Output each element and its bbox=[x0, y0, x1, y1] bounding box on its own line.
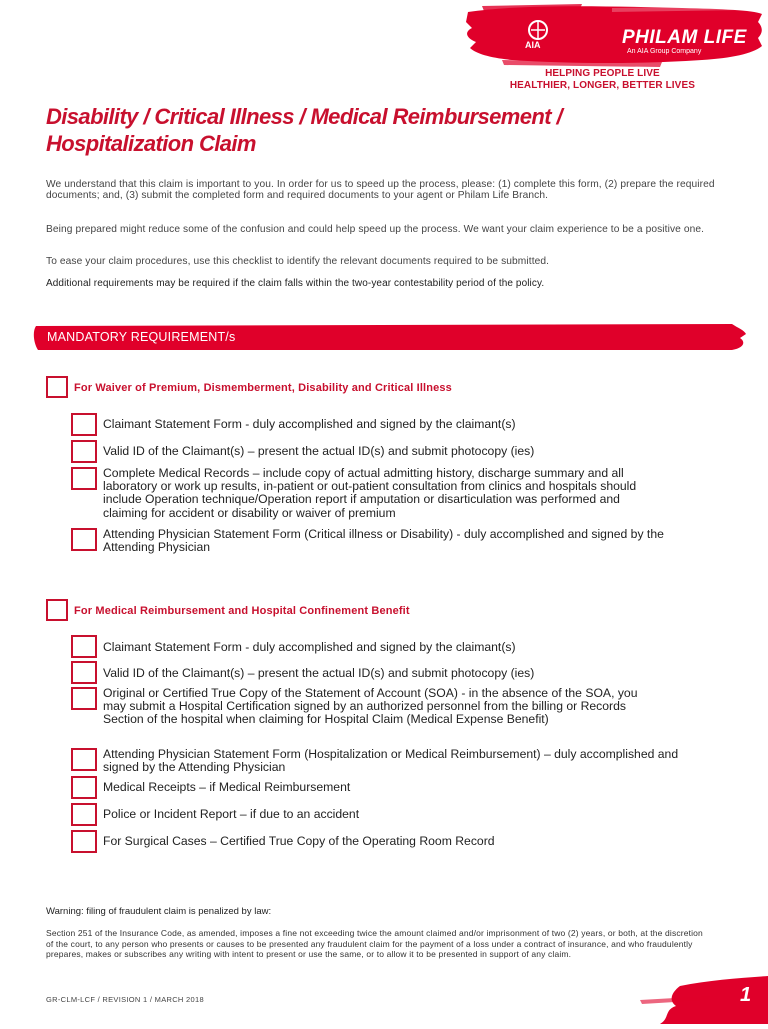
page-title bbox=[46, 103, 726, 157]
title-line-1: Disability / Critical Illness / Medical Reimbursement / bbox=[46, 104, 562, 129]
checklist-item-text: Claimant Statement Form - duly accomplished and signed by the claimant(s) bbox=[103, 640, 516, 654]
title-line-2: Hospitalization Claim bbox=[46, 131, 256, 156]
tagline-line-2: HEALTHIER, LONGER, BETTER LIVES bbox=[509, 80, 695, 91]
banner-label: MANDATORY REQUIREMENT/s bbox=[47, 330, 236, 344]
checklist-item-text: Valid ID of the Claimant(s) – present the actual ID(s) and submit photocopy (ies) bbox=[103, 444, 535, 458]
brand-sub: An AIA Group Company bbox=[627, 48, 702, 55]
section-banner bbox=[32, 322, 748, 352]
aia-text: AIA bbox=[525, 40, 541, 50]
brand-name: PHILAM LIFE bbox=[622, 27, 747, 48]
group-medical-checkbox[interactable] bbox=[46, 599, 68, 621]
checklist-item-text: Police or Incident Report – if due to an accident bbox=[103, 807, 360, 821]
checklist-checkbox[interactable] bbox=[71, 687, 97, 710]
aia-emblem-icon bbox=[519, 18, 557, 52]
checklist-item-text: For Surgical Cases – Certified True Copy of the Operating Room Record bbox=[103, 834, 495, 848]
checklist-item-text: Complete Medical Records – include copy of actual admitting history, discharge summary and all laboratory or work up results, in-patient or out-patient consultation from clinics and hospitals should include Operation technique/Operation report if amputation or disarticulation was performed and claiming for accident or disability or waiver of premium bbox=[103, 466, 637, 520]
group-waiver-label: For Waiver of Premium, Dismemberment, Disability and Critical Illness bbox=[74, 382, 452, 394]
brand-tagline bbox=[510, 68, 695, 92]
form-code: GR-CLM-LCF / REVISION 1 / MARCH 2018 bbox=[46, 995, 204, 1004]
checklist-item-text: Attending Physician Statement Form (Critical illness or Disability) - duly accomplished and signed by the Attending Physician bbox=[103, 527, 664, 555]
intro-paragraph-1: We understand that this claim is important to you. In order for us to speed up the process, please: (1) complete this form, (2) prepare the required documents; and, (3) submit the completed form and required documents to your agent or Philam Life Branch. bbox=[46, 179, 715, 201]
tagline-line-1: HELPING PEOPLE LIVE bbox=[545, 68, 660, 79]
page-number: 1 bbox=[740, 984, 752, 1006]
brand-logo bbox=[462, 0, 768, 70]
checklist-checkbox[interactable] bbox=[71, 776, 97, 799]
checklist-item-text: Medical Receipts – if Medical Reimbursement bbox=[103, 780, 351, 794]
page-number-badge bbox=[620, 960, 768, 1024]
intro-paragraph-4: Additional requirements may be required if the claim falls within the two-year contestability period of the policy. bbox=[46, 278, 545, 289]
checklist-checkbox[interactable] bbox=[71, 413, 97, 436]
warning-title: Warning: filing of fraudulent claim is penalized by law: bbox=[46, 906, 272, 917]
checklist-checkbox[interactable] bbox=[71, 440, 97, 463]
checklist-checkbox[interactable] bbox=[71, 661, 97, 684]
intro-paragraph-3: To ease your claim procedures, use this checklist to identify the relevant documents required to be submitted. bbox=[46, 256, 550, 267]
checklist-checkbox[interactable] bbox=[71, 528, 97, 551]
checklist-checkbox[interactable] bbox=[71, 635, 97, 658]
group-medical-label: For Medical Reimbursement and Hospital Confinement Benefit bbox=[74, 605, 410, 617]
checklist-item-text: Original or Certified True Copy of the Statement of Account (SOA) - in the absence of the SOA, you may submit a Hospital Certification signed by an authorized personnel from the billing or Records Section of the hospital when claiming for Hospital Claim (Medical Expense Benefit) bbox=[103, 686, 638, 727]
checklist-item-text: Valid ID of the Claimant(s) – present the actual ID(s) and submit photocopy (ies) bbox=[103, 666, 535, 680]
checklist-checkbox[interactable] bbox=[71, 830, 97, 853]
checklist-checkbox[interactable] bbox=[71, 467, 97, 490]
intro-paragraph-2: Being prepared might reduce some of the confusion and could help speed up the process. We want your claim experience to be a positive one. bbox=[46, 224, 705, 235]
checklist-item-text: Claimant Statement Form - duly accomplished and signed by the claimant(s) bbox=[103, 417, 516, 431]
warning-body: Section 251 of the Insurance Code, as amended, imposes a fine not exceeding twice the amount claimed and/or imprisonment of two (2) years, or both, at the discretion of the court, to any person who presents or causes to be presented any fraudulent claim for the payment of a loss under a contract of insurance, and who fraudulently prepares, makes or subscribes any writing with intent to present or use the same, or to allow it to be presented in support of any claim. bbox=[46, 928, 703, 960]
checklist-item-text: Attending Physician Statement Form (Hospitalization or Medical Reimbursement) – duly accomplished and signed by the Attending Physician bbox=[103, 747, 679, 775]
checklist-checkbox[interactable] bbox=[71, 748, 97, 771]
group-waiver-checkbox[interactable] bbox=[46, 376, 68, 398]
checklist-checkbox[interactable] bbox=[71, 803, 97, 826]
